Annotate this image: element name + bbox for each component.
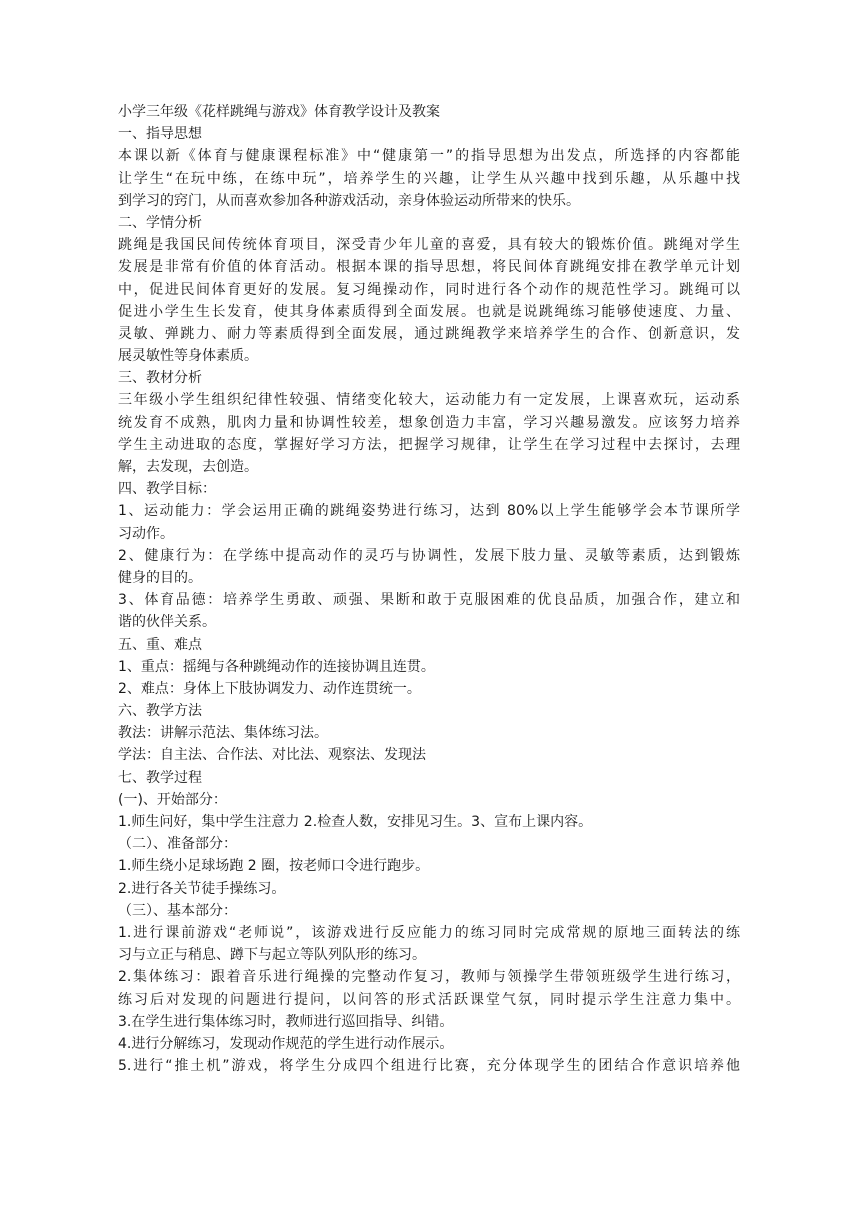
document-body	[118, 101, 740, 1077]
text-line: 中，促进民间体育更好的发展。复习绳操动作，同时进行各个动作的规范性学习。跳绳可以	[118, 281, 740, 298]
text-line: 本课以新《体育与健康课程标准》中“健康第一”的指导思想为出发点，所选择的内容都能	[118, 148, 740, 165]
text-line: 1.进行课前游戏“老师说”，该游戏进行反应能力的练习同时完成常规的原地三面转法的练	[118, 924, 740, 941]
text-line: 灵敏、弹跳力、耐力等素质得到全面发展，通过跳绳教学来培养学生的合作、创新意识，发	[118, 325, 740, 342]
text-line: 跳绳是我国民间传统体育项目，深受青少年儿童的喜爱，具有较大的锻炼价值。跳绳对学生	[118, 237, 740, 254]
text-line: （三）、基本部分：	[118, 902, 237, 919]
text-line: 让学生“在玩中练，在练中玩”，培养学生的兴趣，让学生从兴趣中找到乐趣，从乐趣中找	[118, 170, 740, 187]
text-line: （二）、准备部分：	[118, 836, 237, 853]
text-line: 4.进行分解练习，发现动作规范的学生进行动作展示。	[118, 1035, 454, 1052]
text-line: 3、体育品德：培养学生勇敢、顽强、果断和敢于克服困难的优良品质，加强合作，建立和	[118, 592, 740, 609]
text-line: 2.进行各关节徒手操练习。	[118, 880, 286, 897]
text-line: 5.进行“推土机”游戏，将学生分成四个组进行比赛，充分体现学生的团结合作意识培养他	[118, 1058, 740, 1075]
text-line: 促进小学生生长发育，使其身体素质得到全面发展。也就是说跳绳练习能够使速度、力量、	[118, 303, 740, 320]
text-line: 2.集体练习：跟着音乐进行绳操的完整动作复习，教师与领操学生带领班级学生进行练习，	[118, 969, 740, 986]
text-line: 发展是非常有价值的体育活动。根据本课的指导思想，将民间体育跳绳安排在教学单元计划	[118, 259, 740, 276]
text-line: 六、教学方法	[118, 703, 202, 720]
text-line: 小学三年级《花样跳绳与游戏》体育教学设计及教案	[118, 104, 440, 120]
text-line: 教法：讲解示范法、集体练习法。	[118, 725, 328, 742]
text-line: 三、教材分析	[118, 370, 202, 387]
text-line: 谐的伙伴关系。	[118, 614, 216, 631]
text-line: 展灵敏性等身体素质。	[118, 348, 258, 365]
text-line: 1、重点：摇绳与各种跳绳动作的连接协调且连贯。	[118, 658, 435, 675]
text-line: 一、指导思想	[118, 126, 202, 143]
text-line: 统发育不成熟，肌肉力量和协调性较差，想象创造力丰富，学习兴趣易激发。应该努力培养	[118, 414, 740, 431]
text-line: 习与立正与稍息、蹲下与起立等队列队形的练习。	[118, 947, 426, 964]
text-line: 二、学情分析	[118, 214, 202, 231]
text-line: 1.师生绕小足球场跑 2 圈，按老师口令进行跑步。	[118, 858, 430, 875]
text-line: 健身的目的。	[118, 569, 202, 586]
text-line: 习动作。	[118, 525, 174, 542]
text-line: 四、教学目标：	[118, 481, 216, 498]
text-line: 学生主动进取的态度，掌握好学习方法，把握学习规律，让学生在学习过程中去探讨，去理	[118, 436, 740, 453]
text-line: 解，去发现，去创造。	[118, 459, 258, 475]
text-line: 练习后对发现的问题进行提问，以问答的形式活跃课堂气氛，同时提示学生注意力集中。	[118, 991, 740, 1008]
text-line: 1、运动能力：学会运用正确的跳绳姿势进行练习，达到 80%以上学生能够学会本节课所学	[118, 503, 740, 520]
text-line: 2、健康行为：在学练中提高动作的灵巧与协调性，发展下肢力量、灵敏等素质，达到锻炼	[118, 547, 740, 564]
text-line: 七、教学过程	[118, 769, 202, 786]
text-line: 3.在学生进行集体练习时，教师进行巡回指导、纠错。	[118, 1013, 454, 1030]
text-line: 1.师生问好，集中学生注意力 2.检查人数，安排见习生。3、宣布上课内容。	[118, 814, 593, 830]
text-line: 到学习的窍门，从而喜欢参加各种游戏活动，亲身体验运动所带来的快乐。	[118, 192, 580, 209]
text-line: 三年级小学生组织纪律性较强、情绪变化较大，运动能力有一定发展，上课喜欢玩，运动系	[118, 392, 740, 409]
text-line: 学法：自主法、合作法、对比法、观察法、发现法	[118, 747, 426, 764]
text-line: 2、难点：身体上下肢协调发力、动作连贯统一。	[118, 680, 421, 697]
text-line: (一)、开始部分：	[118, 791, 227, 808]
text-line: 五、重、难点	[118, 636, 202, 653]
